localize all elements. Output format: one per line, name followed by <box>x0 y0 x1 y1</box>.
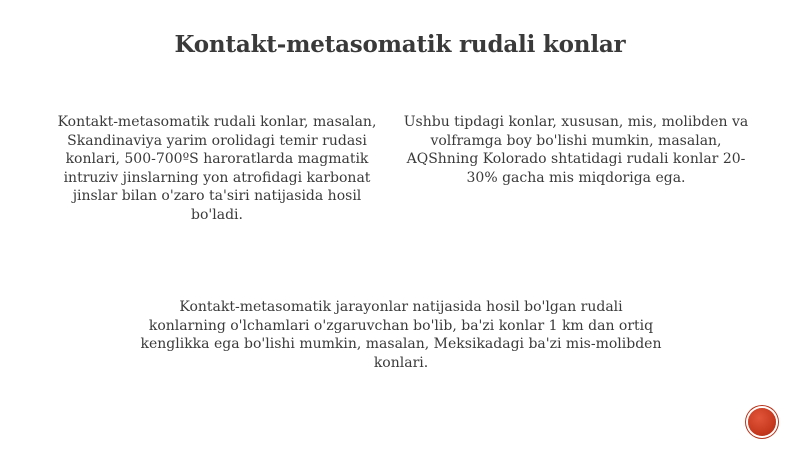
red-circle-icon[interactable] <box>748 408 776 436</box>
slide-title: Kontakt-metasomatik rudali konlar <box>174 31 626 58</box>
left-text-block: Kontakt-metasomatik rudali konlar, masalan, Skandinaviya yarim orolidagi temir rudasi konlari, 500-700ºS haroratlarda magmatik intruziv jinslarning yon atrofidagi karbonat jinslar bilan o'zaro ta'siri natijasida hosil bo'ladi. <box>57 114 377 223</box>
bottom-text-block: Kontakt-metasomatik jarayonlar natijasida hosil bo'lgan rudali konlarning o'lchamlari o'zgaruvchan bo'lib, ba'zi konlar 1 km dan ortiq kenglikka ega bo'lishi mumkin, masalan, Meksikadagi ba'zi mis-molibden konlari. <box>140 299 662 371</box>
right-text-block: Ushbu tipdagi konlar, xususan, mis, molibden va volframga boy bo'lishi mumkin, masalan, AQShning Kolorado shtatidagi rudali konlar 20-30% gacha mis miqdoriga ega. <box>403 114 749 186</box>
